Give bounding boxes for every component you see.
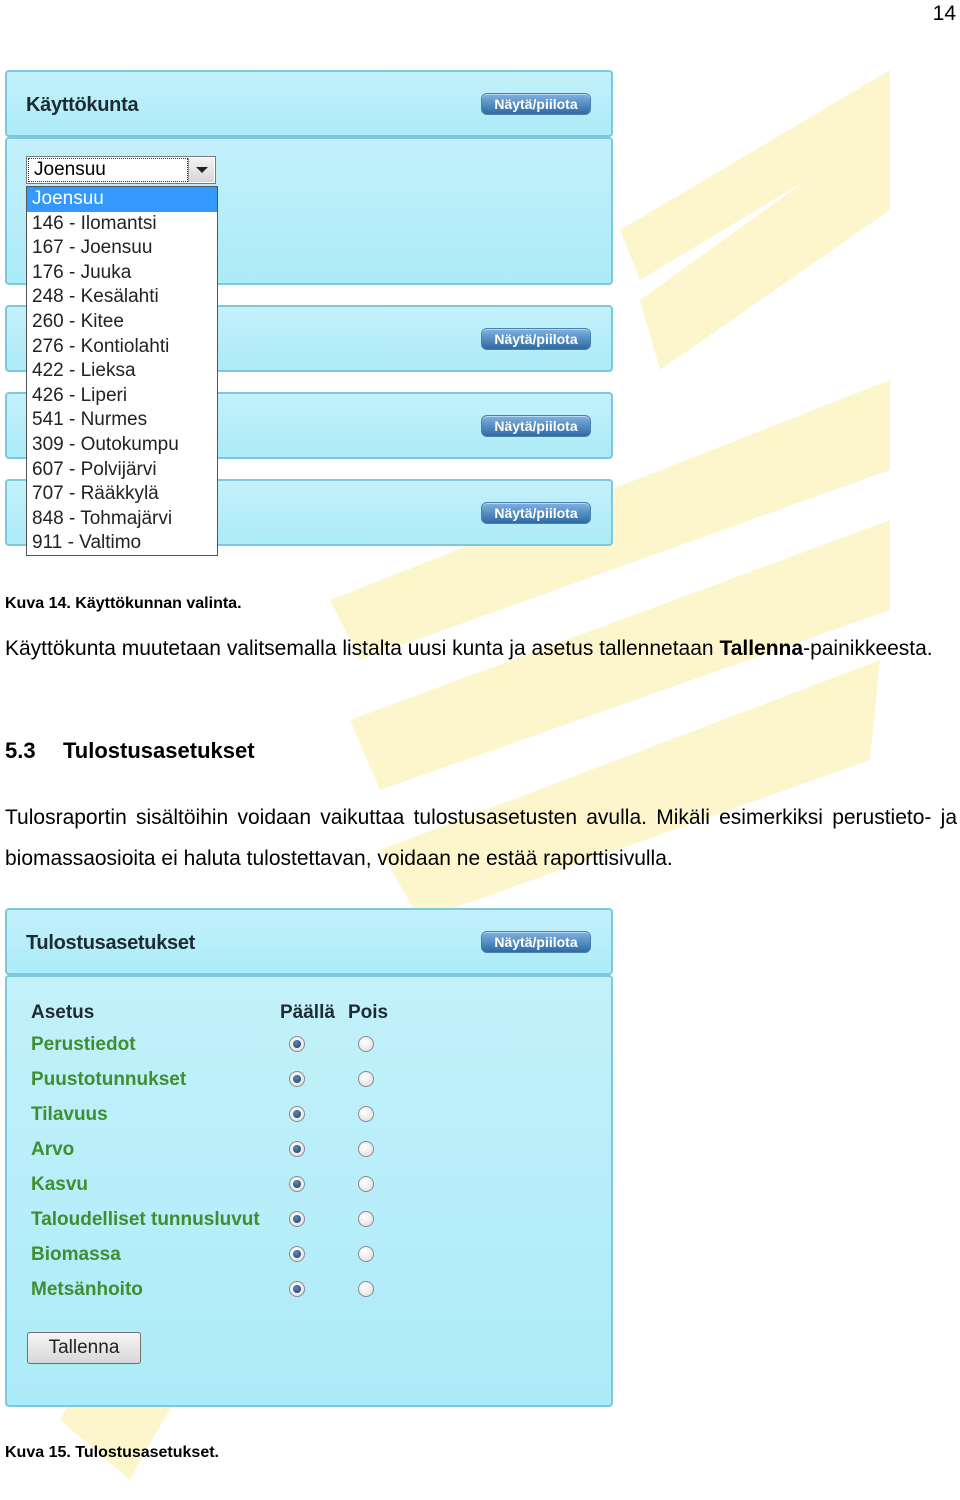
dropdown-option[interactable]: 167 - Joensuu	[32, 237, 153, 259]
figure-caption: Kuva 15. Tulostusasetukset.	[5, 1444, 219, 1461]
dropdown-option[interactable]: 146 - Ilomantsi	[32, 212, 157, 234]
dropdown-option[interactable]: 911 - Valtimo	[32, 532, 142, 554]
dropdown-option[interactable]: 248 - Kesälahti	[32, 286, 159, 308]
dropdown-option[interactable]: Joensuu	[27, 187, 217, 212]
paragraph	[5, 628, 957, 669]
save-button[interactable]: Tallenna	[27, 1332, 141, 1364]
chevron-down-icon[interactable]	[188, 158, 214, 182]
setting-label: Tilavuus	[31, 1104, 108, 1125]
dropdown-option[interactable]: 607 - Polvijärvi	[32, 458, 157, 480]
radio-on[interactable]	[289, 1211, 305, 1227]
section-title: Tulostusasetukset	[63, 738, 255, 763]
municipality-select[interactable]	[26, 156, 216, 184]
paragraph-text: -painikkeesta.	[803, 637, 933, 660]
dropdown-option[interactable]: 426 - Liperi	[32, 384, 128, 406]
setting-label: Kasvu	[31, 1174, 89, 1195]
radio-on[interactable]	[289, 1141, 305, 1157]
setting-row	[31, 1279, 451, 1309]
setting-label: Biomassa	[31, 1244, 121, 1265]
radio-off[interactable]	[358, 1281, 374, 1297]
toggle-button[interactable]: Näytä/piilota	[481, 93, 591, 115]
radio-off[interactable]	[358, 1246, 374, 1262]
dropdown-option[interactable]: 176 - Juuka	[32, 261, 132, 283]
setting-label: Perustiedot	[31, 1034, 136, 1055]
dropdown-option[interactable]: 541 - Nurmes	[32, 409, 148, 431]
setting-label: Taloudelliset tunnusluvut	[31, 1209, 260, 1230]
page-number: 14	[932, 2, 956, 25]
dropdown-option[interactable]: 848 - Tohmajärvi	[32, 507, 173, 529]
toggle-button[interactable]: Näytä/piilota	[481, 502, 591, 524]
radio-off[interactable]	[358, 1211, 374, 1227]
section-heading	[5, 738, 255, 764]
setting-row	[31, 1104, 451, 1134]
figure-caption: Kuva 14. Käyttökunnan valinta.	[5, 595, 242, 612]
panel-title: Tulostusasetukset	[26, 932, 196, 954]
paragraph-text: Käyttökunta muutetaan valitsemalla listalta uusi kunta ja asetus tallennetaan	[5, 637, 720, 660]
panel-title: Käyttökunta	[26, 94, 139, 116]
radio-on[interactable]	[289, 1036, 305, 1052]
setting-label: Puustotunnukset	[31, 1069, 187, 1090]
toggle-button[interactable]: Näytä/piilota	[481, 415, 591, 437]
radio-off[interactable]	[358, 1106, 374, 1122]
paragraph: Tulosraportin sisältöihin voidaan vaikuttaa tulostusasetusten avulla. Mikäli esimerkiksi perustieto- ja biomassaosioita ei haluta tulostettavan, voidaan ne estää raporttisivulla.	[5, 806, 957, 870]
print-settings-panel-header	[5, 908, 613, 975]
dropdown-option[interactable]: 276 - Kontiolahti	[32, 335, 170, 357]
setting-row	[31, 1209, 451, 1239]
setting-row	[31, 1069, 451, 1099]
radio-on[interactable]	[289, 1281, 305, 1297]
radio-off[interactable]	[358, 1176, 374, 1192]
radio-off[interactable]	[358, 1071, 374, 1087]
select-value: Joensuu	[28, 158, 188, 182]
dropdown-option[interactable]: 422 - Lieksa	[32, 360, 136, 382]
column-header-off: Pois	[348, 1002, 389, 1023]
print-settings-panel-body	[5, 975, 613, 1407]
bold-term: Tallenna	[719, 637, 804, 660]
radio-off[interactable]	[358, 1141, 374, 1157]
column-header-setting: Asetus	[31, 1002, 95, 1023]
setting-row	[31, 1139, 451, 1169]
radio-off[interactable]	[358, 1036, 374, 1052]
radio-on[interactable]	[289, 1176, 305, 1192]
setting-label: Arvo	[31, 1139, 75, 1160]
toggle-button[interactable]: Näytä/piilota	[481, 328, 591, 350]
section-number: 5.3	[5, 738, 36, 763]
setting-row	[31, 1174, 451, 1204]
column-header-on: Päällä	[280, 1002, 335, 1023]
dropdown-option[interactable]: 260 - Kitee	[32, 310, 124, 332]
setting-row	[31, 1034, 451, 1064]
dropdown-option[interactable]: 309 - Outokumpu	[32, 433, 179, 455]
municipality-panel-header	[5, 70, 613, 137]
municipality-dropdown-list	[26, 186, 218, 556]
radio-on[interactable]	[289, 1106, 305, 1122]
dropdown-option[interactable]: 707 - Rääkkylä	[32, 483, 159, 505]
radio-on[interactable]	[289, 1071, 305, 1087]
toggle-button[interactable]: Näytä/piilota	[481, 931, 591, 953]
radio-on[interactable]	[289, 1246, 305, 1262]
setting-label: Metsänhoito	[31, 1279, 143, 1300]
setting-row	[31, 1244, 451, 1274]
